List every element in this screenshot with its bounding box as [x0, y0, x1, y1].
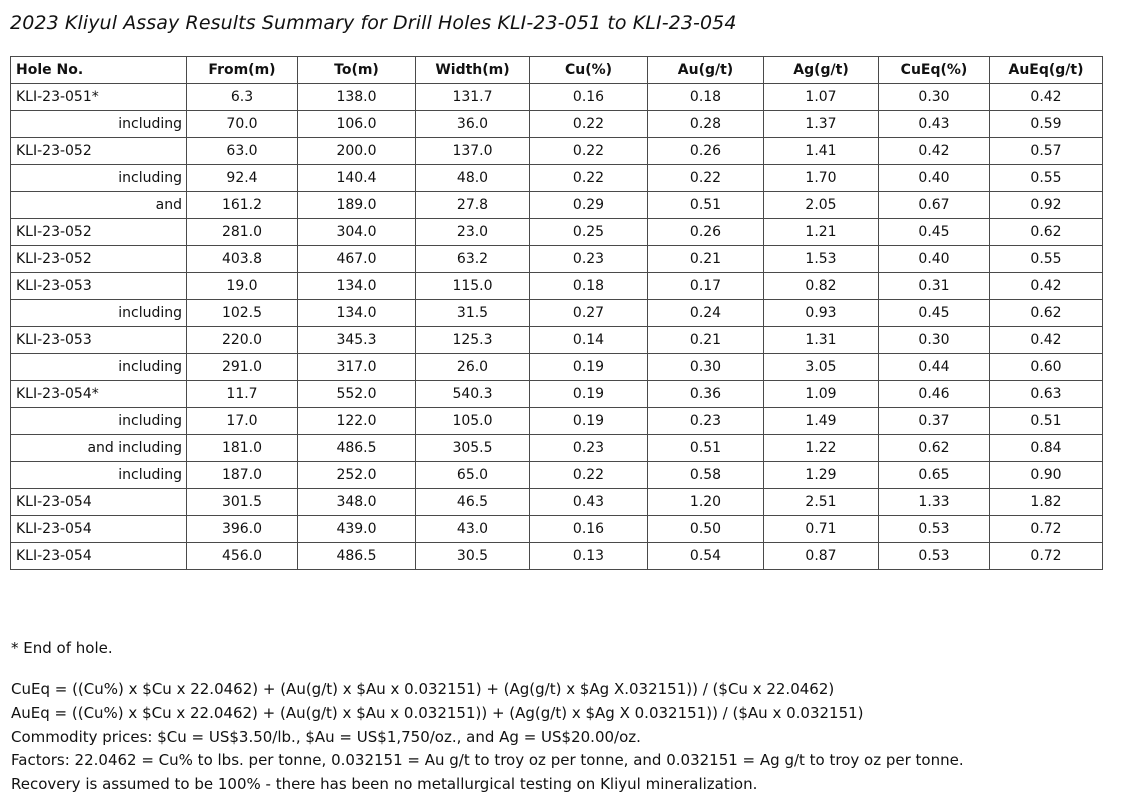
- ag-cell: 1.37: [764, 111, 879, 138]
- width-cell: 27.8: [416, 192, 530, 219]
- cueq-cell: 0.53: [879, 516, 990, 543]
- to-cell: 122.0: [298, 408, 416, 435]
- table-row: [11, 273, 1103, 300]
- to-cell: 134.0: [298, 300, 416, 327]
- aueq-cell: 0.51: [990, 408, 1103, 435]
- table-body: [11, 84, 1103, 570]
- au-cell: 0.36: [648, 381, 764, 408]
- to-cell: 486.5: [298, 435, 416, 462]
- from-cell: 6.3: [187, 84, 298, 111]
- cueq-cell: 0.30: [879, 84, 990, 111]
- width-cell: 115.0: [416, 273, 530, 300]
- width-cell: 125.3: [416, 327, 530, 354]
- ag-cell: 1.31: [764, 327, 879, 354]
- width-cell: 36.0: [416, 111, 530, 138]
- aueq-cell: 0.55: [990, 246, 1103, 273]
- table-row: [11, 543, 1103, 570]
- cueq-cell: 0.40: [879, 165, 990, 192]
- cueq-cell: 0.62: [879, 435, 990, 462]
- width-cell: 131.7: [416, 84, 530, 111]
- au-cell: 0.18: [648, 84, 764, 111]
- footnotes: [11, 636, 113, 660]
- cu-cell: 0.19: [530, 408, 648, 435]
- note-line: Recovery is assumed to be 100% - there has been no metallurgical testing on Kliyul mineralization.: [11, 775, 758, 794]
- to-cell: 486.5: [298, 543, 416, 570]
- cueq-cell: 0.65: [879, 462, 990, 489]
- cu-cell: 0.22: [530, 111, 648, 138]
- note-line: Commodity prices: $Cu = US$3.50/lb., $Au = US$1,750/oz., and Ag = US$20.00/oz.: [11, 727, 641, 746]
- to-cell: 317.0: [298, 354, 416, 381]
- cueq-cell: 0.42: [879, 138, 990, 165]
- from-cell: 70.0: [187, 111, 298, 138]
- table-row: [11, 381, 1103, 408]
- hole-no-cell: including: [11, 354, 187, 381]
- from-cell: 220.0: [187, 327, 298, 354]
- aueq-cell: 1.82: [990, 489, 1103, 516]
- ag-cell: 2.51: [764, 489, 879, 516]
- width-cell: 137.0: [416, 138, 530, 165]
- table-row: [11, 327, 1103, 354]
- from-cell: 456.0: [187, 543, 298, 570]
- table-row: [11, 354, 1103, 381]
- cu-cell: 0.18: [530, 273, 648, 300]
- au-cell: 0.22: [648, 165, 764, 192]
- table-row: [11, 192, 1103, 219]
- cu-cell: 0.19: [530, 381, 648, 408]
- cueq-cell: 0.53: [879, 543, 990, 570]
- column-header-cueq: CuEq(%): [879, 57, 990, 84]
- to-cell: 134.0: [298, 273, 416, 300]
- hole-no-cell: KLI-23-054: [11, 543, 187, 570]
- aueq-cell: 0.92: [990, 192, 1103, 219]
- cu-cell: 0.16: [530, 516, 648, 543]
- cu-cell: 0.23: [530, 246, 648, 273]
- hole-no-cell: KLI-23-053: [11, 327, 187, 354]
- aueq-cell: 0.42: [990, 273, 1103, 300]
- end-of-hole-note: * End of hole.: [11, 639, 113, 657]
- aueq-cell: 0.60: [990, 354, 1103, 381]
- cu-cell: 0.19: [530, 354, 648, 381]
- from-cell: 17.0: [187, 408, 298, 435]
- hole-no-cell: including: [11, 408, 187, 435]
- au-cell: 0.23: [648, 408, 764, 435]
- cueq-cell: 0.45: [879, 219, 990, 246]
- au-cell: 0.51: [648, 192, 764, 219]
- hole-no-cell: KLI-23-051*: [11, 84, 187, 111]
- from-cell: 187.0: [187, 462, 298, 489]
- cueq-cell: 1.33: [879, 489, 990, 516]
- to-cell: 140.4: [298, 165, 416, 192]
- column-header-au: Au(g/t): [648, 57, 764, 84]
- column-header-width: Width(m): [416, 57, 530, 84]
- from-cell: 19.0: [187, 273, 298, 300]
- cu-cell: 0.43: [530, 489, 648, 516]
- column-header-hole-no: Hole No.: [11, 57, 187, 84]
- hole-no-cell: KLI-23-054: [11, 489, 187, 516]
- column-header-ag: Ag(g/t): [764, 57, 879, 84]
- table-row: [11, 489, 1103, 516]
- hole-no-cell: KLI-23-054: [11, 516, 187, 543]
- to-cell: 348.0: [298, 489, 416, 516]
- table-row: [11, 84, 1103, 111]
- au-cell: 0.58: [648, 462, 764, 489]
- cu-cell: 0.13: [530, 543, 648, 570]
- width-cell: 305.5: [416, 435, 530, 462]
- cueq-cell: 0.44: [879, 354, 990, 381]
- cu-cell: 0.22: [530, 165, 648, 192]
- aueq-cell: 0.62: [990, 300, 1103, 327]
- au-cell: 0.17: [648, 273, 764, 300]
- cu-cell: 0.16: [530, 84, 648, 111]
- au-cell: 0.24: [648, 300, 764, 327]
- hole-no-cell: KLI-23-052: [11, 246, 187, 273]
- from-cell: 11.7: [187, 381, 298, 408]
- aueq-cell: 0.62: [990, 219, 1103, 246]
- hole-no-cell: KLI-23-052: [11, 219, 187, 246]
- formula-notes: [11, 678, 964, 797]
- table-row: [11, 300, 1103, 327]
- note-line: Factors: 22.0462 = Cu% to lbs. per tonne, 0.032151 = Au g/t to troy oz per tonne, and 0.032151 = Ag g/t to troy oz per tonne.: [11, 751, 964, 770]
- from-cell: 301.5: [187, 489, 298, 516]
- aueq-cell: 0.84: [990, 435, 1103, 462]
- table-row: [11, 138, 1103, 165]
- from-cell: 102.5: [187, 300, 298, 327]
- au-cell: 0.21: [648, 327, 764, 354]
- au-cell: 0.30: [648, 354, 764, 381]
- aueq-cell: 0.59: [990, 111, 1103, 138]
- hole-no-cell: and: [11, 192, 187, 219]
- cueq-cell: 0.43: [879, 111, 990, 138]
- cueq-cell: 0.46: [879, 381, 990, 408]
- cueq-cell: 0.30: [879, 327, 990, 354]
- table-row: [11, 408, 1103, 435]
- width-cell: 105.0: [416, 408, 530, 435]
- cueq-cell: 0.31: [879, 273, 990, 300]
- au-cell: 0.26: [648, 219, 764, 246]
- to-cell: 345.3: [298, 327, 416, 354]
- ag-cell: 1.09: [764, 381, 879, 408]
- ag-cell: 1.49: [764, 408, 879, 435]
- ag-cell: 2.05: [764, 192, 879, 219]
- width-cell: 46.5: [416, 489, 530, 516]
- width-cell: 540.3: [416, 381, 530, 408]
- table-row: [11, 246, 1103, 273]
- width-cell: 26.0: [416, 354, 530, 381]
- table-row: [11, 435, 1103, 462]
- from-cell: 92.4: [187, 165, 298, 192]
- from-cell: 403.8: [187, 246, 298, 273]
- hole-no-cell: KLI-23-052: [11, 138, 187, 165]
- to-cell: 106.0: [298, 111, 416, 138]
- cu-cell: 0.27: [530, 300, 648, 327]
- au-cell: 0.21: [648, 246, 764, 273]
- ag-cell: 1.07: [764, 84, 879, 111]
- au-cell: 1.20: [648, 489, 764, 516]
- cu-cell: 0.22: [530, 138, 648, 165]
- from-cell: 396.0: [187, 516, 298, 543]
- ag-cell: 0.82: [764, 273, 879, 300]
- hole-no-cell: including: [11, 462, 187, 489]
- column-header-cu: Cu(%): [530, 57, 648, 84]
- cueq-cell: 0.45: [879, 300, 990, 327]
- cu-cell: 0.22: [530, 462, 648, 489]
- assay-results-table: [10, 56, 1103, 570]
- note-line: AuEq = ((Cu%) x $Cu x 22.0462) + (Au(g/t) x $Au x 0.032151)) + (Ag(g/t) x $Ag X 0.032151)) / ($Au x 0.032151): [11, 703, 864, 722]
- column-header-from: From(m): [187, 57, 298, 84]
- to-cell: 252.0: [298, 462, 416, 489]
- hole-no-cell: KLI-23-054*: [11, 381, 187, 408]
- aueq-cell: 0.42: [990, 327, 1103, 354]
- cueq-cell: 0.37: [879, 408, 990, 435]
- cueq-cell: 0.40: [879, 246, 990, 273]
- cu-cell: 0.14: [530, 327, 648, 354]
- note-line: CuEq = ((Cu%) x $Cu x 22.0462) + (Au(g/t) x $Au x 0.032151) + (Ag(g/t) x $Ag X.032151)) / ($Cu x 22.0462): [11, 680, 835, 698]
- aueq-cell: 0.72: [990, 516, 1103, 543]
- column-header-aueq: AuEq(g/t): [990, 57, 1103, 84]
- width-cell: 30.5: [416, 543, 530, 570]
- table-header-row: [11, 57, 1103, 84]
- width-cell: 23.0: [416, 219, 530, 246]
- table-row: [11, 219, 1103, 246]
- cueq-cell: 0.67: [879, 192, 990, 219]
- table-row: [11, 462, 1103, 489]
- ag-cell: 1.41: [764, 138, 879, 165]
- from-cell: 161.2: [187, 192, 298, 219]
- to-cell: 467.0: [298, 246, 416, 273]
- to-cell: 439.0: [298, 516, 416, 543]
- ag-cell: 0.93: [764, 300, 879, 327]
- table-row: [11, 165, 1103, 192]
- au-cell: 0.51: [648, 435, 764, 462]
- aueq-cell: 0.57: [990, 138, 1103, 165]
- aueq-cell: 0.42: [990, 84, 1103, 111]
- au-cell: 0.28: [648, 111, 764, 138]
- from-cell: 281.0: [187, 219, 298, 246]
- au-cell: 0.54: [648, 543, 764, 570]
- aueq-cell: 0.55: [990, 165, 1103, 192]
- ag-cell: 1.22: [764, 435, 879, 462]
- to-cell: 304.0: [298, 219, 416, 246]
- to-cell: 200.0: [298, 138, 416, 165]
- ag-cell: 1.29: [764, 462, 879, 489]
- cu-cell: 0.23: [530, 435, 648, 462]
- width-cell: 65.0: [416, 462, 530, 489]
- ag-cell: 1.53: [764, 246, 879, 273]
- au-cell: 0.50: [648, 516, 764, 543]
- ag-cell: 1.70: [764, 165, 879, 192]
- width-cell: 48.0: [416, 165, 530, 192]
- from-cell: 63.0: [187, 138, 298, 165]
- column-header-to: To(m): [298, 57, 416, 84]
- au-cell: 0.26: [648, 138, 764, 165]
- to-cell: 138.0: [298, 84, 416, 111]
- table-row: [11, 516, 1103, 543]
- hole-no-cell: including: [11, 111, 187, 138]
- hole-no-cell: and including: [11, 435, 187, 462]
- cu-cell: 0.25: [530, 219, 648, 246]
- hole-no-cell: including: [11, 300, 187, 327]
- aueq-cell: 0.63: [990, 381, 1103, 408]
- hole-no-cell: KLI-23-053: [11, 273, 187, 300]
- table-row: [11, 111, 1103, 138]
- to-cell: 189.0: [298, 192, 416, 219]
- to-cell: 552.0: [298, 381, 416, 408]
- ag-cell: 0.71: [764, 516, 879, 543]
- aueq-cell: 0.72: [990, 543, 1103, 570]
- hole-no-cell: including: [11, 165, 187, 192]
- width-cell: 63.2: [416, 246, 530, 273]
- aueq-cell: 0.90: [990, 462, 1103, 489]
- width-cell: 31.5: [416, 300, 530, 327]
- ag-cell: 0.87: [764, 543, 879, 570]
- page-title: 2023 Kliyul Assay Results Summary for Drill Holes KLI-23-051 to KLI-23-054: [10, 12, 737, 34]
- from-cell: 181.0: [187, 435, 298, 462]
- from-cell: 291.0: [187, 354, 298, 381]
- ag-cell: 1.21: [764, 219, 879, 246]
- width-cell: 43.0: [416, 516, 530, 543]
- ag-cell: 3.05: [764, 354, 879, 381]
- cu-cell: 0.29: [530, 192, 648, 219]
